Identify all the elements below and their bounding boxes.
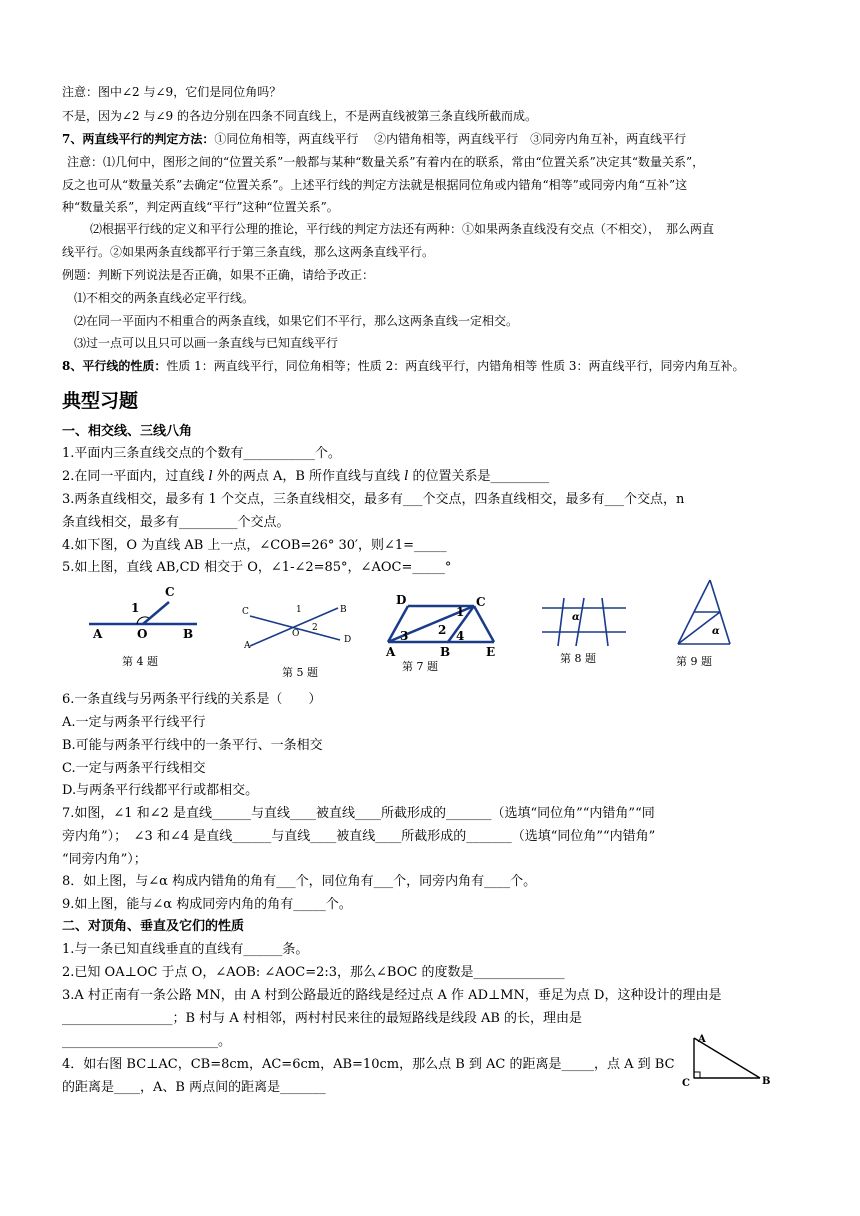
part2-q4-line2: 的距离是____，A、B 两点间的距离是_______ — [62, 1080, 326, 1095]
figure-7 — [380, 594, 502, 658]
part1-q7-line1: 7.如图，∠1 和∠2 是直线______与直线____被直线____所截形成的_______（选填“同位角”“内错角”“同 — [62, 806, 655, 821]
fig7-label-2: 2 — [438, 623, 447, 637]
part2-q4-line1: 4．如右图 BC⊥AC，CB=8cm，AC=6cm，AB=10cm，那么点 B 到 AC 的距离是_____，点 A 到 BC — [62, 1057, 675, 1072]
part1-q9: 9.如上图，能与∠α 构成同旁内角的角有_____个。 — [62, 897, 352, 912]
part2-q1: 1.与一条已知直线垂直的直线有______条。 — [62, 942, 309, 957]
fig4-label-c: C — [165, 585, 175, 599]
fig5-label-d: D — [344, 635, 352, 645]
fig4-ray-oc — [143, 602, 169, 624]
part1-q4: 4.如下图，O 为直线 AB 上一点，∠COB=26° 30′，则∠1=_____ — [62, 538, 447, 553]
page-heading: 典型习题 — [62, 390, 139, 412]
fig8-transversal-3 — [602, 598, 608, 646]
part2-q3-line2: _________________；B 村与 A 村相邻，两村村民来往的最短路线是线段 AB 的长，理由是 — [62, 1011, 583, 1026]
part1-title: 一、相交线、三线八角 — [62, 424, 193, 439]
fig4-label-a: A — [93, 627, 103, 641]
fig7-label-1: 1 — [456, 605, 465, 619]
fig5-label-2: 2 — [312, 623, 318, 633]
figure-4 — [85, 582, 205, 642]
section-7 — [62, 131, 686, 147]
fig5-label-1: 1 — [296, 605, 302, 615]
line-l-var: l — [208, 469, 213, 484]
note1-line2: 反之也可从“数量关系”去确定“位置关系”。上述平行线的判定方法就是根据同位角或内错角“相等”或同旁内角“互补”这 — [62, 178, 688, 192]
fig7-caption: 第 7 题 — [402, 660, 438, 673]
note2-line2: 线平行。②如果两条直线都平行于第三条直线，那么这两条直线平行。 — [62, 245, 435, 259]
part1-q1: 1.平面内三条直线交点的个数有___________个。 — [62, 446, 341, 461]
part1-q6-option-c: C.一定与两条平行线相交 — [62, 761, 206, 776]
fig5-label-a: A — [244, 641, 251, 651]
tri-label-b: B — [762, 1076, 771, 1087]
section-8-title: 8、平行线的性质： — [62, 359, 167, 373]
fig8-caption: 第 8 题 — [560, 652, 596, 665]
note2-line1: ⑵根据平行线的定义和平行公理的推论，平行线的判定方法还有两种：①如果两条直线没有交点（不相交）， 那么两直 — [90, 222, 715, 236]
fig7-label-c: C — [476, 595, 486, 609]
fig8-alpha: α — [572, 612, 580, 623]
section-7-body: ①同位角相等，两直线平行 ②内错角相等，两直线平行 ③同旁内角互补，两直线平行 — [214, 132, 687, 146]
fig7-label-4: 4 — [456, 629, 465, 643]
part1-q8: 8．如上图，与∠α 构成内错角的角有___个，同位角有___个，同旁内角有____个。 — [62, 874, 537, 889]
fig4-caption: 第 4 题 — [122, 655, 158, 668]
part2-q3-line1: 3.A 村正南有一条公路 MN，由 A 村到公路最近的路线是经过点 A 作 AD⊥MN，垂足为点 D，这种设计的理由是 — [62, 988, 722, 1003]
part1-q6-option-a: A.一定与两条平行线平行 — [62, 715, 206, 730]
part1-q3-line2: 条直线相交，最多有_________个交点。 — [62, 515, 290, 530]
part1-q3-line1: 3.两条直线相交，最多有 1 个交点，三条直线相交，最多有___个交点，四条直线相交，最多有___个交点，n — [62, 492, 685, 507]
part2-q3-line3: ________________________。 — [62, 1034, 232, 1049]
q2-part-c: 的位置关系是_________ — [408, 469, 550, 484]
fig4-label-o: O — [137, 627, 148, 641]
part1-q7-line2: 旁内角”）； ∠3 和∠4 是直线______与直线____被直线____所截形成的_______（选填“同位角”“内错角” — [62, 829, 656, 844]
note-question: 注意：图中∠2 与∠9，它们是同位角吗？ — [62, 85, 282, 99]
part2-q2: 2.已知 OA⊥OC 于点 O，∠AOB: ∠AOC=2:3，那么∠BOC 的度数是______________ — [62, 965, 565, 980]
example-3: ⑶过一点可以且只可以画一条直线与已知直线平行 — [74, 336, 339, 350]
fig7-label-3: 3 — [400, 629, 409, 643]
tri-label-c: C — [682, 1078, 690, 1088]
fig7-label-b: B — [440, 645, 451, 658]
fig5-caption: 第 5 题 — [282, 666, 318, 679]
q2-part-a: 2.在同一平面内，过直线 — [62, 469, 209, 484]
part1-q6-option-b: B.可能与两条平行线中的一条平行、一条相交 — [62, 738, 323, 753]
section-8-body: 性质 1：两直线平行，同位角相等；性质 2：两直线平行，内错角相等 性质 3：两直线平行，同旁内角互补。 — [166, 359, 745, 373]
section-7-title: 7、两直线平行的判定方法： — [62, 132, 215, 146]
fig5-line-ab — [250, 608, 338, 646]
fig5-label-b: B — [340, 605, 347, 615]
figure-8 — [538, 596, 630, 648]
q2-part-b: 外的两点 A，B 所作直线与直线 — [212, 469, 405, 484]
note-answer: 不是，因为∠2 与∠9 的各边分别在四条不同直线上，不是两直线被第三条直线所截而成。 — [62, 109, 538, 123]
fig4-label-b: B — [183, 627, 194, 641]
fig5-label-o: O — [292, 629, 300, 639]
example-title: 例题：判断下列说法是否正确，如果不正确，请给予改正： — [62, 268, 375, 282]
fig7-label-d: D — [396, 594, 407, 607]
note1-line3: 种“数量关系”，判定两直线“平行”这种“位置关系”。 — [62, 200, 339, 214]
part1-q5: 5.如上图，直线 AB,CD 相交于 O，∠1-∠2=85°，∠AOC=_____° — [62, 560, 452, 575]
example-2: ⑵在同一平面内不相重合的两条直线，如果它们不平行，那么这两条直线一定相交。 — [74, 314, 519, 328]
fig9-caption: 第 9 题 — [676, 655, 712, 668]
figure-right-triangle — [680, 1030, 776, 1088]
line-l-var: l — [404, 469, 409, 484]
part1-q7-line3: “同旁内角”）； — [62, 852, 147, 867]
part1-q2 — [62, 468, 549, 486]
part1-q6: 6.一条直线与另两条平行线的关系是（ ） — [62, 692, 322, 707]
fig5-label-c: C — [242, 607, 249, 617]
example-1: ⑴不相交的两条直线必定平行线。 — [74, 291, 255, 305]
fig7-label-e: E — [486, 645, 496, 658]
figure-9 — [670, 578, 740, 650]
fig7-side-ce — [474, 606, 494, 642]
note1-line1: 注意：⑴几何中，图形之间的“位置关系”一般都与某种“数量关系”有着内在的联系，常由“位置关系”决定其“数量关系”， — [67, 155, 705, 169]
fig7-label-a: A — [386, 645, 396, 658]
figure-5 — [238, 598, 360, 656]
fig8-transversal-1 — [558, 598, 564, 646]
tri-right-angle-mark — [694, 1072, 700, 1078]
tri-label-a: A — [698, 1034, 706, 1045]
fig4-label-1: 1 — [131, 601, 140, 615]
section-8 — [62, 358, 745, 374]
part1-q6-option-d: D.与两条平行线都平行或都相交。 — [62, 783, 259, 798]
fig9-alpha: α — [712, 626, 720, 637]
part2-title: 二、对顶角、垂直及它们的性质 — [62, 919, 245, 934]
